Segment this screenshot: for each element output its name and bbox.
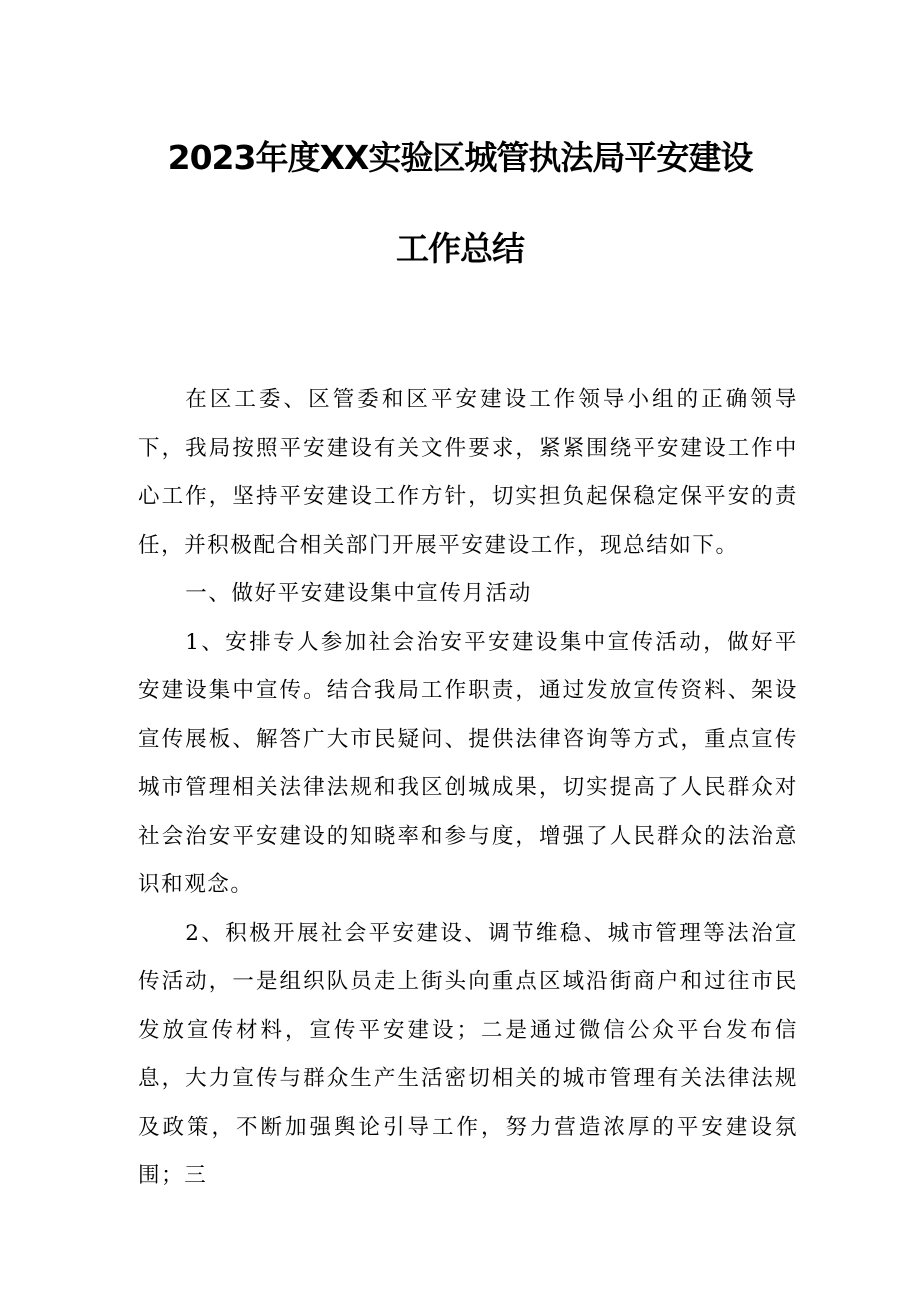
item-paragraph-1: 1、安排专人参加社会治安平安建设集中宣传活动，做好平安建设集中宣传。结合我局工作职责，通过发放宣传资料、架设宣传展板、解答广大市民疑问、提供法律咨询等方式，重点宣传城市管理相关法律法规和我区创城成果，切实提高了人民群众对社会治安平安建设的知晓率和参与度，增强了人民群众的法治意识和观念。	[138, 629, 798, 897]
item-paragraph-2: 2、积极开展社会平安建设、调节维稳、城市管理等法治宣传活动，一是组织队员走上街头向重点区域沿街商户和过往市民发放宣传材料，宣传平安建设；二是通过微信公众平台发布信息，大力宣传与群众生产生活密切相关的城市管理有关法律法规及政策，不断加强舆论引导工作，努力营造浓厚的平安建设氛围；三	[138, 920, 798, 1188]
document-body	[138, 376, 798, 1201]
document-title-line-1: 2023年度XX实验区城管执法局平安建设	[167, 138, 753, 177]
document-title-line-2: 工作总结	[396, 229, 524, 268]
intro-paragraph: 在区工委、区管委和区平安建设工作领导小组的正确领导下，我局按照平安建设有关文件要求，紧紧围绕平安建设工作中心工作，坚持平安建设工作方针，切实担负起保稳定保平安的责任，并积极配合相关部门开展平安建设工作，现总结如下。	[138, 387, 798, 558]
section-heading-1: 一、做好平安建设集中宣传月活动	[185, 581, 532, 606]
